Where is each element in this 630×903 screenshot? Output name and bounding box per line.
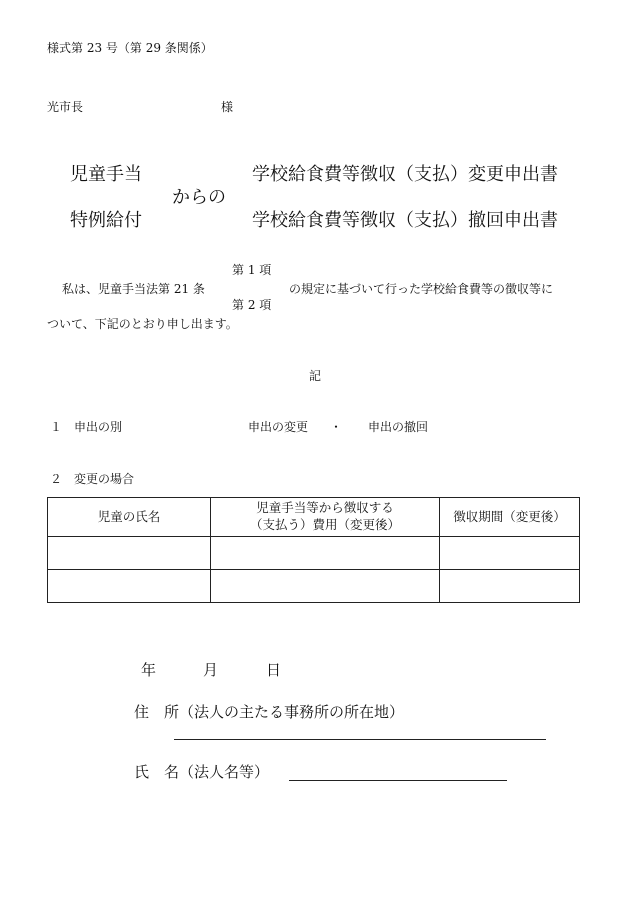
addressee-city: 光市長 bbox=[47, 100, 84, 114]
name-label: 氏 名（法人名等） bbox=[134, 763, 270, 781]
title-change-request: 学校給食費等徴収（支払）変更申出書 bbox=[252, 164, 558, 185]
section1-number: １ bbox=[50, 420, 63, 434]
header-child-name: 児童の氏名 bbox=[48, 498, 211, 537]
date-day: 日 bbox=[266, 661, 282, 679]
date-month: 月 bbox=[203, 661, 219, 679]
form-number: 様式第 23 号（第 29 条関係） bbox=[47, 41, 213, 55]
header-cost-line2: （支払う）費用（変更後） bbox=[249, 517, 400, 532]
header-cost-line1: 児童手当等から徴収する bbox=[256, 500, 394, 516]
statement-line1-suffix: の規定に基づいて行った学校給食費等の徴収等に bbox=[289, 282, 554, 296]
date-year: 年 bbox=[141, 661, 157, 679]
header-cost bbox=[211, 498, 440, 537]
cell-collection-period[interactable] bbox=[440, 537, 580, 570]
section2-label: 変更の場合 bbox=[74, 472, 135, 486]
title-allowance: 児童手当 bbox=[70, 164, 142, 185]
address-label: 住 所（法人の主たる事務所の所在地） bbox=[134, 703, 405, 721]
section1-label: 申出の別 bbox=[74, 420, 123, 434]
option-change[interactable]: 申出の変更 bbox=[248, 420, 309, 434]
ki-heading: 記 bbox=[309, 369, 322, 383]
statement-line2: ついて、下記のとおり申し出ます。 bbox=[47, 317, 238, 331]
title-from: からの bbox=[172, 187, 226, 208]
clause-paragraph-1: 第 1 項 bbox=[232, 263, 272, 277]
option-separator: ・ bbox=[330, 420, 343, 434]
title-special-benefit: 特例給付 bbox=[70, 210, 142, 231]
cell-child-name[interactable] bbox=[48, 570, 211, 603]
cell-cost[interactable] bbox=[211, 570, 440, 603]
name-underline[interactable] bbox=[289, 780, 507, 781]
cell-collection-period[interactable] bbox=[440, 570, 580, 603]
table-row bbox=[48, 570, 580, 603]
header-collection-period: 徴収期間（変更後） bbox=[440, 498, 580, 537]
table-header-row bbox=[48, 498, 580, 537]
section2-number: ２ bbox=[50, 472, 63, 486]
change-table bbox=[47, 497, 580, 603]
address-underline[interactable] bbox=[174, 739, 546, 740]
table-row bbox=[48, 537, 580, 570]
title-withdraw-request: 学校給食費等徴収（支払）撤回申出書 bbox=[252, 210, 558, 231]
option-withdraw[interactable]: 申出の撤回 bbox=[368, 420, 429, 434]
cell-cost[interactable] bbox=[211, 537, 440, 570]
addressee-honorific: 様 bbox=[221, 100, 234, 114]
clause-paragraph-2: 第 2 項 bbox=[232, 298, 272, 312]
statement-line1-prefix: 私は、児童手当法第 21 条 bbox=[62, 282, 205, 296]
cell-child-name[interactable] bbox=[48, 537, 211, 570]
